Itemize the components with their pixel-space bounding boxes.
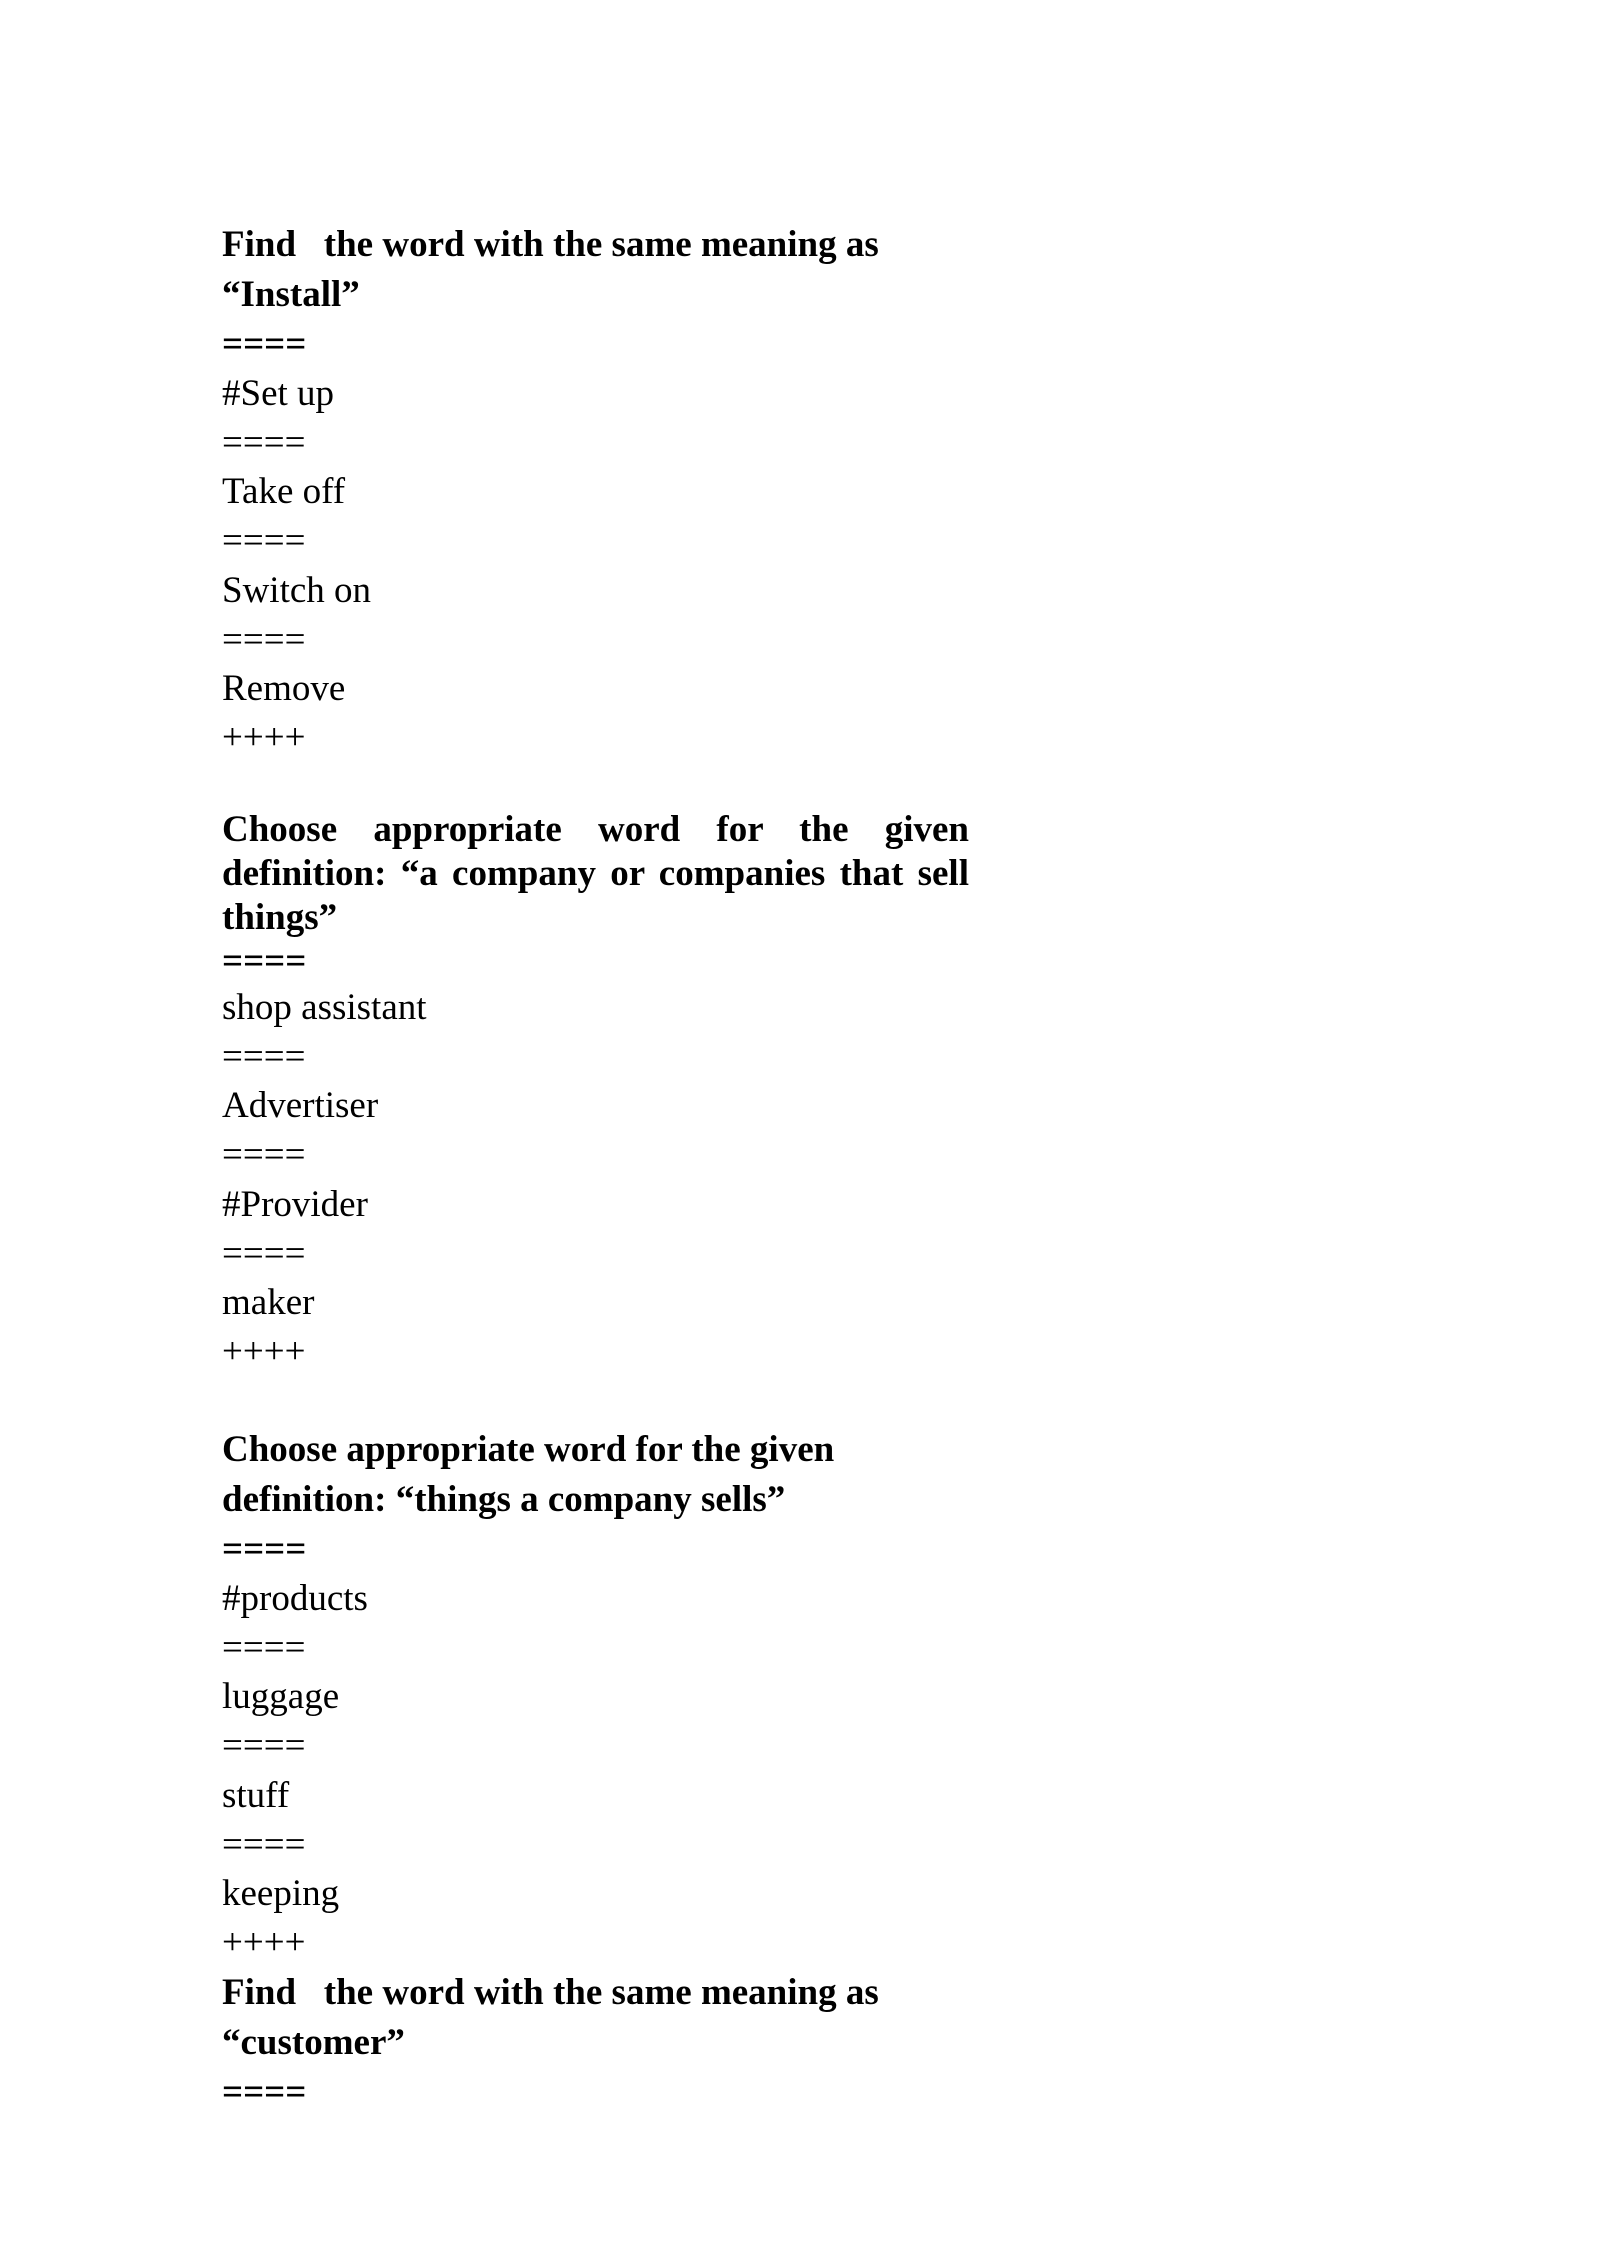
- question-2-option-1: shop assistant: [222, 987, 427, 1028]
- question-1-prompt-line-2: “Install”: [222, 274, 360, 315]
- question-4-prompt-line-1: Find the word with the same meaning as: [222, 1972, 879, 2013]
- question-1-end-marker: ++++: [222, 717, 306, 758]
- question-2-option-4: maker: [222, 1282, 315, 1323]
- question-1-separator: ====: [222, 324, 307, 365]
- question-2-option-2: Advertiser: [222, 1085, 379, 1126]
- question-1-option-1: #Set up: [222, 373, 335, 414]
- question-1-prompt-line-1: Find the word with the same meaning as: [222, 224, 879, 265]
- question-3-separator: ====: [222, 1725, 306, 1766]
- question-2-end-marker: ++++: [222, 1331, 306, 1372]
- question-3-separator: ====: [222, 1627, 306, 1668]
- question-2-separator: ====: [222, 1134, 306, 1175]
- question-3-option-4: keeping: [222, 1873, 340, 1914]
- question-2-separator: ====: [222, 941, 307, 982]
- question-1-separator: ====: [222, 619, 306, 660]
- question-1-separator: ====: [222, 422, 306, 463]
- question-4-prompt-line-2: “customer”: [222, 2022, 405, 2063]
- question-3-prompt-line-1: Choose appropriate word for the given: [222, 1429, 835, 1470]
- question-3-option-2: luggage: [222, 1676, 340, 1717]
- question-4-separator: ====: [222, 2072, 307, 2113]
- question-2-separator: ====: [222, 1036, 306, 1077]
- question-1-option-3: Switch on: [222, 570, 372, 611]
- question-2-separator: ====: [222, 1233, 306, 1274]
- question-1-separator: ====: [222, 520, 306, 561]
- question-3-prompt-line-2: definition: “things a company sells”: [222, 1479, 786, 1520]
- question-3-option-1: #products: [222, 1578, 368, 1619]
- question-3-separator: ====: [222, 1529, 307, 1570]
- question-2-prompt: Choose appropriate word for the given definition: “a company or companies that sell things”: [222, 809, 969, 938]
- question-3-separator: ====: [222, 1824, 306, 1865]
- question-1-option-4: Remove: [222, 668, 346, 709]
- question-2-option-3: #Provider: [222, 1184, 368, 1225]
- question-1-option-2: Take off: [222, 471, 346, 512]
- question-3-end-marker: ++++: [222, 1922, 306, 1963]
- question-3-option-3: stuff: [222, 1775, 290, 1816]
